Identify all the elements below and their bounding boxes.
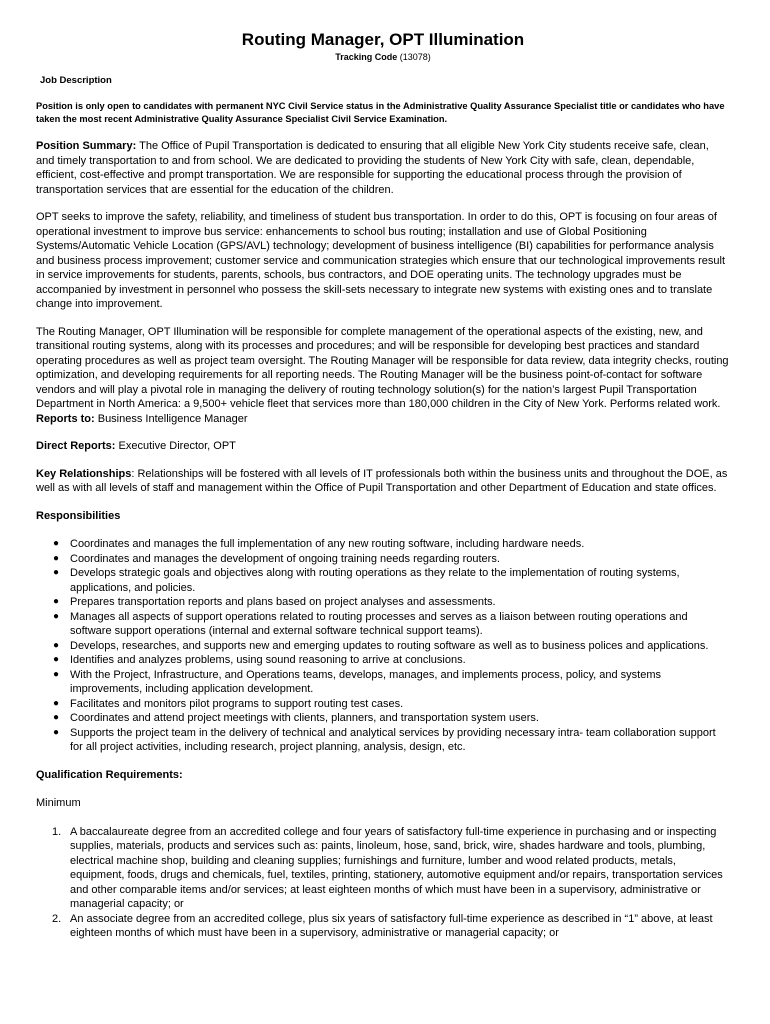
reports-to-label: Reports to: bbox=[36, 412, 95, 425]
list-item bbox=[53, 697, 730, 712]
list-item-number: 2. bbox=[52, 912, 62, 925]
list-item-text: Supports the project team in the delivery of technical and analytical services by providing necessary intra- team collaboration support for all project activities, including research, project planning, analysis, design, etc. bbox=[70, 726, 716, 753]
bullet-icon: ● bbox=[53, 596, 60, 607]
responsibilities-heading: Responsibilities bbox=[36, 509, 121, 522]
list-item bbox=[53, 610, 730, 639]
position-summary-label: Position Summary: bbox=[36, 140, 137, 152]
bullet-icon: ● bbox=[53, 610, 60, 622]
key-relationships-label: Key Relationships bbox=[36, 467, 132, 480]
direct-reports-label: Direct Reports: bbox=[36, 440, 116, 452]
reports-to-text: Business Intelligence Manager bbox=[94, 412, 248, 425]
list-item bbox=[53, 595, 730, 610]
minimum-label: Minimum bbox=[36, 797, 81, 809]
list-item bbox=[53, 639, 730, 654]
key-relationships-text: : Relationships will be fostered with all levels of IT professionals both within the business units and throughout the DOE, as well as with all levels of staff and management within the Office of Pupil Transportation and other Department of Education and state offices. bbox=[36, 467, 728, 494]
bullet-icon: ● bbox=[53, 726, 60, 738]
bullet-icon: ● bbox=[53, 668, 60, 680]
direct-reports bbox=[36, 439, 730, 454]
bullet-icon: ● bbox=[53, 712, 60, 723]
tracking-code-label: Tracking Code bbox=[335, 52, 398, 62]
list-item bbox=[53, 653, 730, 668]
list-item-text: Coordinates and manages the development of ongoing training needs regarding routers. bbox=[70, 552, 500, 565]
tracking-code-value: (13078) bbox=[399, 52, 431, 62]
list-item-text: Coordinates and attend project meetings with clients, planners, and transportation system users. bbox=[70, 712, 539, 724]
list-item-text: An associate degree from an accredited college, plus six years of satisfactory full-time experience as described in “1” above, at least eighteen months of which must have been in a supervisory, administrative or managerial capacity; or bbox=[70, 912, 713, 939]
list-item-text: With the Project, Infrastructure, and Operations teams, develops, manages, and implements process, policy, and systems improvements, including application development. bbox=[70, 668, 662, 695]
key-relationships bbox=[36, 467, 730, 496]
bullet-icon: ● bbox=[53, 538, 60, 549]
list-item-text: Identifies and analyzes problems, using sound reasoning to arrive at conclusions. bbox=[70, 654, 466, 666]
list-item bbox=[52, 825, 730, 912]
bullet-icon: ● bbox=[53, 654, 60, 665]
tracking-code bbox=[36, 51, 730, 63]
list-item-text: Facilitates and monitors pilot programs to support routing test cases. bbox=[70, 697, 404, 710]
list-item bbox=[53, 566, 730, 595]
qualifications-list bbox=[36, 825, 730, 941]
bullet-icon: ● bbox=[53, 639, 60, 651]
opt-paragraph: OPT seeks to improve the safety, reliability, and timeliness of student bus transportation. In order to do this, OPT is focusing on four areas of operational investment to improve bus service: enhancements to school bus routing; installation and use of Global Positioning Systems/Automatic Vehicle Location (GPS/AVL) technology; development of business intelligence (BI) capabilities for performance analysis and business process improvement; customer service and communication strategies which ensure that our technological improvements result in service improvements for students, parents, schools, bus contractors, and DOE operating units. The technology upgrades must be accompanied by investment in personnel who possess the skill-sets necessary to integrate new systems with existing ones and to translate change into improvement. bbox=[36, 211, 726, 310]
list-item-text: Develops, researches, and supports new and emerging updates to routing software as well as to business polices and applications. bbox=[70, 639, 709, 652]
bullet-icon: ● bbox=[53, 567, 60, 578]
list-item-text: Prepares transportation reports and plans based on project analyses and assessments. bbox=[70, 596, 496, 608]
list-item bbox=[53, 668, 730, 697]
list-item bbox=[53, 711, 730, 726]
routing-paragraph: The Routing Manager, OPT Illumination will be responsible for complete management of the operational aspects of the existing, new, and transitional routing systems, along with its processes and procedures; and will be responsible for developing best practices and standard operating procedures as well as project team oversight. The Routing Manager will be responsible for data review, data integrity checks, routing optimization, and developing requirements for all reporting needs. The Routing Manager will be the business point-of-contact for software vendors and will play a pivotal role in managing the delivery of routing technology solution(s) for the nation’s largest Pupil Transportation Department in North America: a 9,500+ vehicle fleet that services more than 180,000 children in the City of New York. Performs related work. bbox=[36, 325, 729, 410]
bullet-icon: ● bbox=[53, 552, 60, 564]
reports-to bbox=[36, 412, 730, 427]
list-item-text: A baccalaureate degree from an accredited college and four years of satisfactory full-time experience in purchasing and or inspecting supplies, materials, products and services such as: paints, linoleum, hose, sand, brick, wire, shades hardware and tools, plumbing, electrical machine shop, building and cleaning supplies; furnishings and furniture, lumber and wood related products, metals, equipment, foods, drugs and chemicals, fuel, textiles, printing, stationery, automotive equipment and/or repairs, transportation services and other comparable items and/or services; at least eighteen months of which must have been in a supervisory, administrative or managerial capacity; or bbox=[70, 825, 723, 910]
list-item bbox=[53, 537, 730, 552]
list-item-text: Manages all aspects of support operations related to routing processes and serves as a liaison between routing operations and software support operations (internal and external software technical support teams). bbox=[70, 610, 688, 637]
job-description-label: Job Description bbox=[40, 75, 112, 86]
list-item-number: 1. bbox=[52, 825, 62, 838]
eligibility-notice: Position is only open to candidates with permanent NYC Civil Service status in the Administrative Quality Assurance Specialist title or candidates who have taken the most recent Administrative Quality Assurance Specialist Civil Service Examination. bbox=[36, 101, 725, 124]
list-item-text: Develops strategic goals and objectives along with routing operations as they relate to the implementation of routing systems, applications, and policies. bbox=[70, 567, 680, 594]
direct-reports-text: Executive Director, OPT bbox=[115, 440, 236, 452]
bullet-icon: ● bbox=[53, 697, 60, 709]
qualifications-heading: Qualification Requirements: bbox=[36, 768, 183, 781]
position-summary bbox=[36, 139, 730, 197]
list-item-text: Coordinates and manages the full implementation of any new routing software, including hardware needs. bbox=[70, 538, 585, 550]
responsibilities-list bbox=[36, 537, 730, 755]
list-item bbox=[53, 726, 730, 755]
list-item bbox=[52, 912, 730, 941]
position-summary-text: The Office of Pupil Transportation is dedicated to ensuring that all eligible New York City students receive safe, clean, and timely transportation to and from school. We are dedicated to providing the students of New York City with safe, clean, dependable, efficient, cost-effective and prompt transportation. We are responsible for supporting the educational process through the provision of transportation services that are essential for the education of the children. bbox=[36, 140, 709, 196]
list-item bbox=[53, 552, 730, 567]
page-title: Routing Manager, OPT Illumination bbox=[241, 30, 525, 49]
